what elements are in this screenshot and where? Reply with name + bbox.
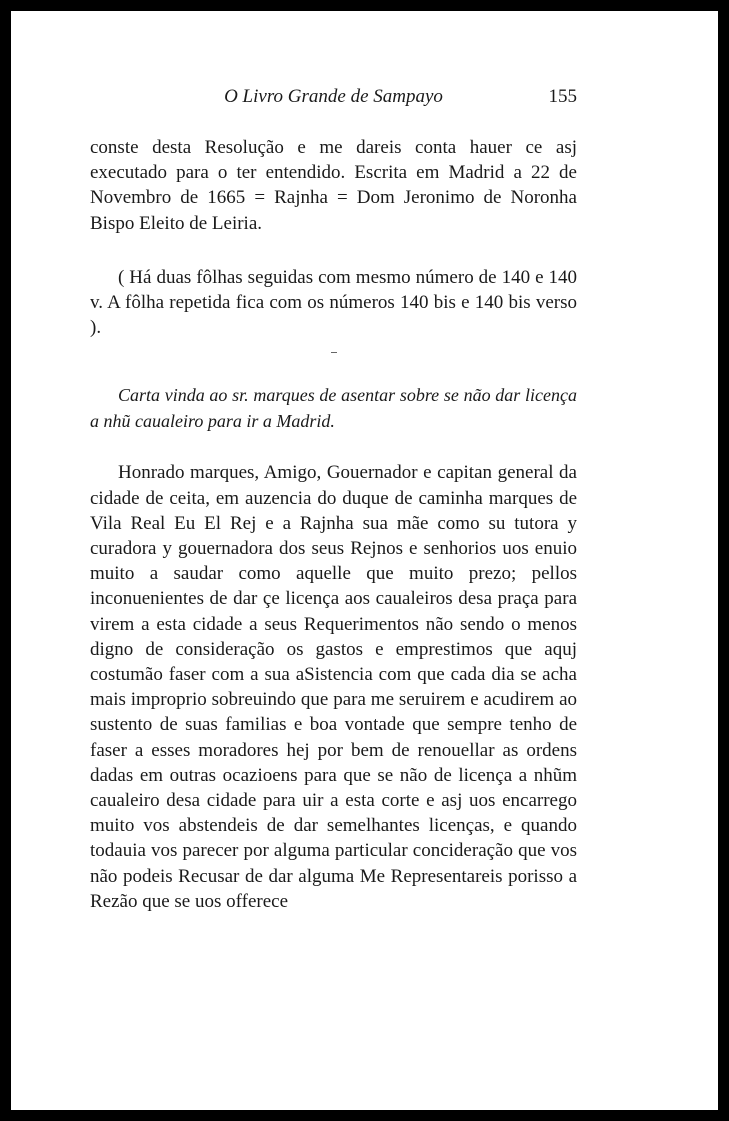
letter-body: Honrado marques, Amigo, Gouernador e capitan general da cidade de ceita, em auzencia do duque de caminha marques de Vila Real Eu El Rej e a Rajnha sua mãe como su tutora y curadora y gouernadora dos seus Rejnos e senhorios uos enuio muito a saudar como aquelle que muito prezo; pellos inconuenientes de dar çe licença aos caualeiros desa praça para virem a esta cidade a seus Requerimentos não sendo o menos digno de consideração os gastos e emprestimos que aquj costumão faser com a sua aSistencia com que cada dia se acha mais improprio sobreuindo que para me seruirem e acudirem ao sustento de suas familias e boa vontade que sempre tenho de faser a esses moradores hej por bem de renouellar as ordens dadas em outras ocazioens para que se não de licença a nhũm caualeiro desa cidade para uir a esta corte e asj uos encarrego muito vos abstendeis de dar semelhantes licenças, e quando todauia vos parecer por alguma particular concideração que vos não podeis Recusar de dar alguma Me Representareis porisso a Rezão que se uos offerece (90, 462, 577, 912)
running-title: O Livro Grande de Sampayo (224, 86, 443, 107)
book-page (11, 11, 718, 1110)
section-divider (331, 352, 337, 353)
page-number: 155 (548, 86, 577, 107)
running-head (90, 86, 577, 116)
letter-title: Carta vinda ao sr. marques de asentar sobre se não dar licença a nhũ caualeiro para ir a Madrid. (90, 385, 577, 432)
page-content (90, 86, 577, 914)
opening-paragraph: conste desta Resolução e me dareis conta hauer ce asj executado para o ter entendido. Escrita em Madrid a 22 de Novembro de 1665 = Rajnha = Dom Jeronimo de Noronha Bispo Eleito de Leiria. (90, 137, 577, 234)
editorial-note: ( Há duas fôlhas seguidas com mesmo número de 140 e 140 v. A fôlha repetida fica com os números 140 bis e 140 bis verso ). (90, 266, 577, 339)
